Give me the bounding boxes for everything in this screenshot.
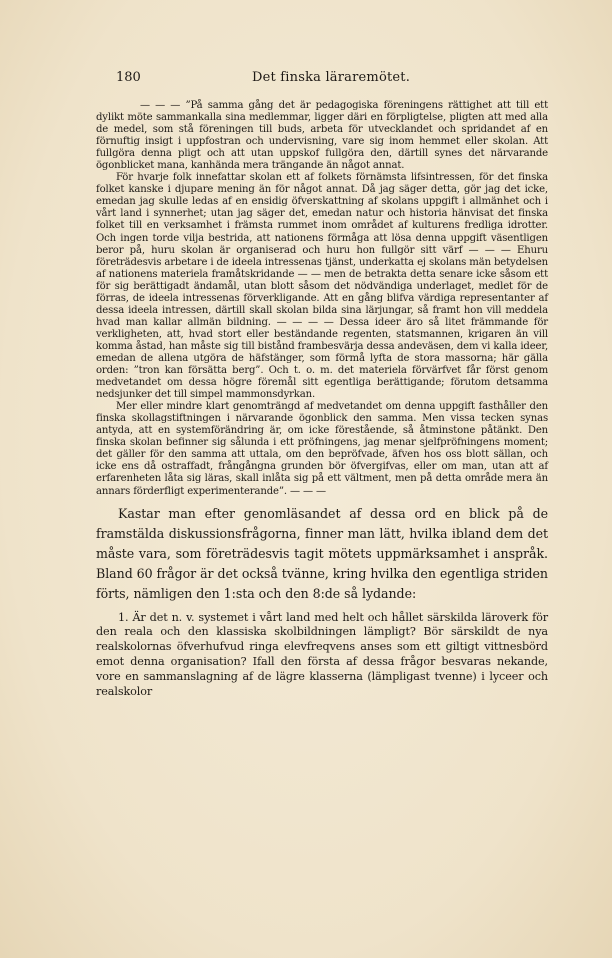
discussion-question bbox=[96, 611, 548, 700]
quote-paragraph: Mer eller mindre klart genomträngd af medvetandet om denna uppgift fasthåller den finska skollagstiftningen i närvarande ögonblick den samma. Men vissa tecken synas antyda, att en systemförändring är, om icke förestående, så åtminstone påtänkt. Den finska skolan befinner sig sålunda i ett pröfningens, jag menar sjelfpröfningens moment; det gäller för den samma att uttala, om den bepröfvade, äfven hos oss blott sällan, och icke ens då ostraffadt, frångångna grunden bör öfvergifvas, eller om man, utan att af erfarenheten låta sig läras, skall inlåta sig på ett vältment, men på detta område mera än annars förderfligt experimenterande”. — — — bbox=[96, 401, 548, 497]
quoted-speech bbox=[96, 100, 548, 498]
running-title: Det finska läraremötet. bbox=[252, 70, 411, 85]
quote-paragraph: — — — ”På samma gång det är pedagogiska föreningens rättighet att till ett dylikt möte sammankalla sina medlemmar, ligger däri en förpligtelse, pligten att med alla de medel, som stå föreningen till buds, arbeta för utvecklandet och spridandet af en förnuftig insigt i uppfostran och undervisning, vare sig inom hemmet eller skolan. Att fullgöra denna pligt och att utan uppskof fullgöra den, därtill synes det närvarande ögonblicket mana, kanhända mera trängande än något annat. bbox=[96, 100, 548, 172]
body-paragraph: Kastar man efter genomläsandet af dessa ord en blick på de framstälda diskussionsfrågorna, finner man lätt, hvilka ibland dem det måste vara, som företrädesvis tagit mötets uppmärksamhet i anspråk. Bland 60 frågor är det också tvänne, kring hvilka den egentliga striden förts, nämligen den 1:sta och den 8:de så lydande: bbox=[96, 505, 548, 602]
question-paragraph: 1. Är det n. v. systemet i vårt land med helt och hållet särskilda läroverk för den reala och den klassiska skolbildningen lämpligt? Bör särskildt de nya realskolornas öfverhufvud ringa elevfreqvens anses som ett giltigt vittnesbörd emot denna organisation? Ifall den första af dessa frågor besvaras nekande, vore en sammanslagning af de lägre klasserna (lämpligast tvenne) i lyceer och realskolor bbox=[96, 610, 548, 699]
page-header bbox=[96, 70, 548, 92]
book-page bbox=[96, 70, 548, 700]
quote-paragraph: För hvarje folk innefattar skolan ett af folkets förnämsta lifsintressen, för det finska folket kanske i djupare mening än för något annat. Då jag säger detta, gör jag det icke, emedan jag skulle ledas af en ensidig öfverskattning af skolans uppgift i allmänhet och i vårt land i synnerhet; utan jag säger det, emedan natur och historia hänvisat det finska folket till en verksamhet i främsta rummet inom området af kulturens fredliga idrotter. Och ingen torde vilja bestrida, att nationens förmåga att lösa denna uppgift väsentligen beror på, huru skolan är organiserad och huru hon fullgör sitt värf — — — Ehuru företrädesvis arbetare i de ideela intressenas tjänst, underkatta ej skolans män betydelsen af nationens materiela framåtskridande — — men de betrakta detta senare icke såsom ett för sig berättigadt ändamål, utan blott såsom det nödvändiga underlaget, medlet för de förras, de ideela intressenas förverkligande. Att en gång blifva värdiga representanter af dessa ideela intressen, därtill skall skolan bilda sina lärjungar, så framt hon vill meddela hvad man kallar allmän bildning. — — — — Dessa ideer äro så litet främmande för verkligheten, att, hvad stort eller beständande regenten, statsmannen, krigaren än vill komma åstad, han måste sig till bistånd frambesvärja dessa andeväsen, dem vi kalla ideer, emedan de allena utgöra de häfstänger, som förmå lyfta de stora massorna; här gälla orden: ”tron kan försätta berg”. Och t. o. m. det materiela förvärfvet får först genom medvetandet om dessa högre föremål sitt egentliga berättigande; förutom detsamma nedsjunker det till simpel mammonsdyrkan. bbox=[96, 172, 548, 401]
body-text bbox=[96, 504, 548, 605]
page-number: 180 bbox=[116, 70, 141, 85]
